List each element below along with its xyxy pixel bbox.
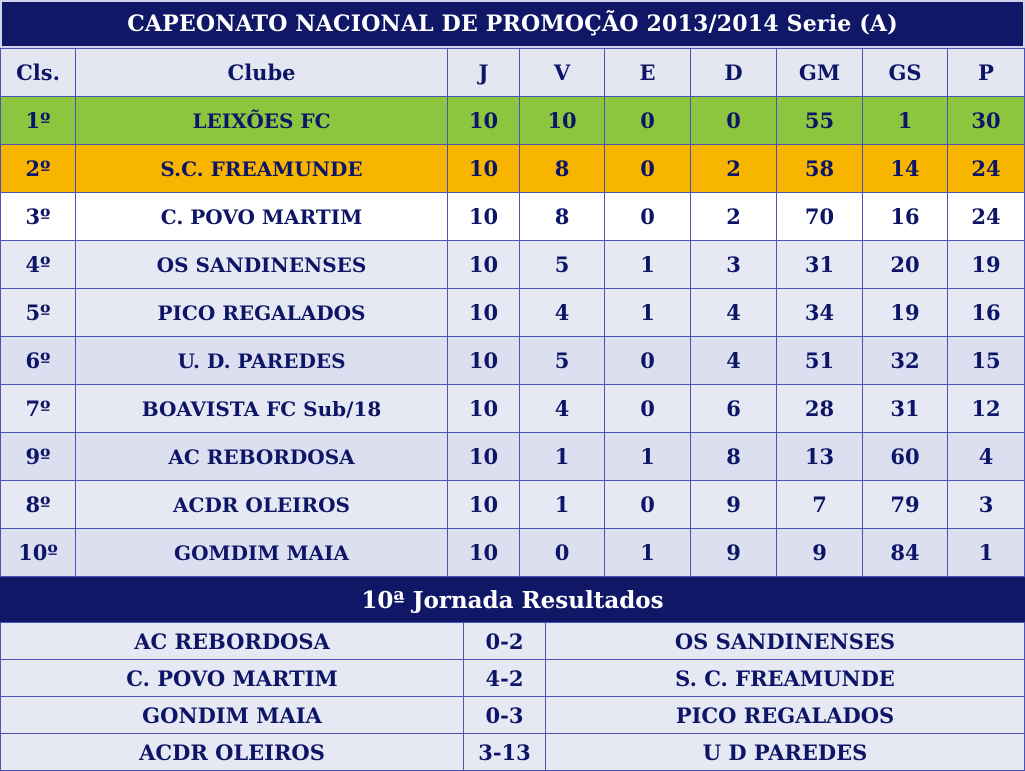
cell-j: 10 (448, 433, 520, 481)
table-row (1, 481, 1025, 529)
cell-club: AC REBORDOSA (76, 433, 448, 481)
cell-e: 0 (605, 145, 691, 193)
cell-club: PICO REGALADOS (76, 289, 448, 337)
header-clube: Clube (76, 49, 448, 97)
cell-p: 19 (948, 241, 1025, 289)
cell-gm: 9 (777, 529, 863, 577)
results-title: 10ª Jornada Resultados (0, 578, 1025, 622)
cell-v: 1 (520, 433, 605, 481)
table-row (1, 529, 1025, 577)
result-row (1, 734, 1025, 771)
cell-e: 1 (605, 289, 691, 337)
cell-club: U. D. PAREDES (76, 337, 448, 385)
cell-d: 2 (691, 193, 777, 241)
cell-gm: 13 (777, 433, 863, 481)
cell-d: 9 (691, 529, 777, 577)
result-score: 0-3 (464, 697, 546, 734)
cell-pos: 8º (1, 481, 76, 529)
cell-pos: 9º (1, 433, 76, 481)
standings-table (0, 48, 1025, 577)
cell-d: 4 (691, 337, 777, 385)
cell-club: ACDR OLEIROS (76, 481, 448, 529)
cell-pos: 10º (1, 529, 76, 577)
cell-p: 30 (948, 97, 1025, 145)
header-d: D (691, 49, 777, 97)
result-home: C. POVO MARTIM (1, 660, 464, 697)
cell-p: 24 (948, 193, 1025, 241)
cell-gm: 31 (777, 241, 863, 289)
cell-d: 9 (691, 481, 777, 529)
cell-j: 10 (448, 145, 520, 193)
cell-gs: 16 (863, 193, 948, 241)
cell-v: 5 (520, 337, 605, 385)
result-home: AC REBORDOSA (1, 623, 464, 660)
results-table (0, 622, 1025, 771)
cell-gm: 7 (777, 481, 863, 529)
page-title: CAPEONATO NACIONAL DE PROMOÇÃO 2013/2014 Serie (A) (0, 0, 1025, 48)
result-score: 0-2 (464, 623, 546, 660)
cell-gs: 84 (863, 529, 948, 577)
cell-gs: 60 (863, 433, 948, 481)
cell-j: 10 (448, 97, 520, 145)
cell-gs: 20 (863, 241, 948, 289)
result-row (1, 660, 1025, 697)
cell-v: 1 (520, 481, 605, 529)
cell-v: 5 (520, 241, 605, 289)
cell-j: 10 (448, 481, 520, 529)
header-v: V (520, 49, 605, 97)
result-row (1, 697, 1025, 734)
header-gs: GS (863, 49, 948, 97)
cell-gm: 28 (777, 385, 863, 433)
cell-v: 4 (520, 385, 605, 433)
cell-gm: 58 (777, 145, 863, 193)
cell-gm: 55 (777, 97, 863, 145)
result-home: GONDIM MAIA (1, 697, 464, 734)
header-gm: GM (777, 49, 863, 97)
header-j: J (448, 49, 520, 97)
cell-j: 10 (448, 289, 520, 337)
cell-gs: 31 (863, 385, 948, 433)
cell-d: 2 (691, 145, 777, 193)
cell-v: 4 (520, 289, 605, 337)
header-e: E (605, 49, 691, 97)
cell-pos: 7º (1, 385, 76, 433)
table-row (1, 385, 1025, 433)
cell-d: 4 (691, 289, 777, 337)
result-score: 3-13 (464, 734, 546, 771)
cell-j: 10 (448, 385, 520, 433)
result-home: ACDR OLEIROS (1, 734, 464, 771)
table-row (1, 433, 1025, 481)
cell-gm: 51 (777, 337, 863, 385)
cell-v: 10 (520, 97, 605, 145)
table-row (1, 193, 1025, 241)
cell-e: 1 (605, 529, 691, 577)
cell-j: 10 (448, 241, 520, 289)
result-away: S. C. FREAMUNDE (546, 660, 1025, 697)
cell-gs: 1 (863, 97, 948, 145)
cell-pos: 5º (1, 289, 76, 337)
cell-club: BOAVISTA FC Sub/18 (76, 385, 448, 433)
cell-gs: 79 (863, 481, 948, 529)
result-away: OS SANDINENSES (546, 623, 1025, 660)
cell-d: 8 (691, 433, 777, 481)
result-score: 4-2 (464, 660, 546, 697)
cell-v: 0 (520, 529, 605, 577)
cell-pos: 3º (1, 193, 76, 241)
cell-p: 16 (948, 289, 1025, 337)
result-row (1, 623, 1025, 660)
cell-club: GOMDIM MAIA (76, 529, 448, 577)
cell-p: 3 (948, 481, 1025, 529)
cell-gs: 19 (863, 289, 948, 337)
cell-v: 8 (520, 193, 605, 241)
cell-j: 10 (448, 529, 520, 577)
cell-pos: 1º (1, 97, 76, 145)
cell-e: 1 (605, 433, 691, 481)
cell-club: S.C. FREAMUNDE (76, 145, 448, 193)
cell-e: 0 (605, 481, 691, 529)
cell-p: 15 (948, 337, 1025, 385)
cell-gs: 32 (863, 337, 948, 385)
cell-d: 3 (691, 241, 777, 289)
cell-pos: 6º (1, 337, 76, 385)
cell-gs: 14 (863, 145, 948, 193)
cell-e: 0 (605, 337, 691, 385)
cell-gm: 70 (777, 193, 863, 241)
cell-p: 4 (948, 433, 1025, 481)
cell-pos: 2º (1, 145, 76, 193)
table-row (1, 241, 1025, 289)
cell-club: OS SANDINENSES (76, 241, 448, 289)
header-p: P (948, 49, 1025, 97)
cell-j: 10 (448, 337, 520, 385)
cell-d: 0 (691, 97, 777, 145)
header-cls: Cls. (1, 49, 76, 97)
table-row (1, 97, 1025, 145)
cell-club: LEIXÕES FC (76, 97, 448, 145)
cell-p: 12 (948, 385, 1025, 433)
table-row (1, 289, 1025, 337)
cell-d: 6 (691, 385, 777, 433)
cell-e: 0 (605, 385, 691, 433)
table-row (1, 337, 1025, 385)
table-row (1, 145, 1025, 193)
cell-gm: 34 (777, 289, 863, 337)
standings-header-row (1, 49, 1025, 97)
cell-pos: 4º (1, 241, 76, 289)
result-away: U D PAREDES (546, 734, 1025, 771)
cell-p: 24 (948, 145, 1025, 193)
cell-e: 0 (605, 193, 691, 241)
cell-e: 0 (605, 97, 691, 145)
cell-j: 10 (448, 193, 520, 241)
cell-club: C. POVO MARTIM (76, 193, 448, 241)
result-away: PICO REGALADOS (546, 697, 1025, 734)
cell-p: 1 (948, 529, 1025, 577)
cell-v: 8 (520, 145, 605, 193)
cell-e: 1 (605, 241, 691, 289)
